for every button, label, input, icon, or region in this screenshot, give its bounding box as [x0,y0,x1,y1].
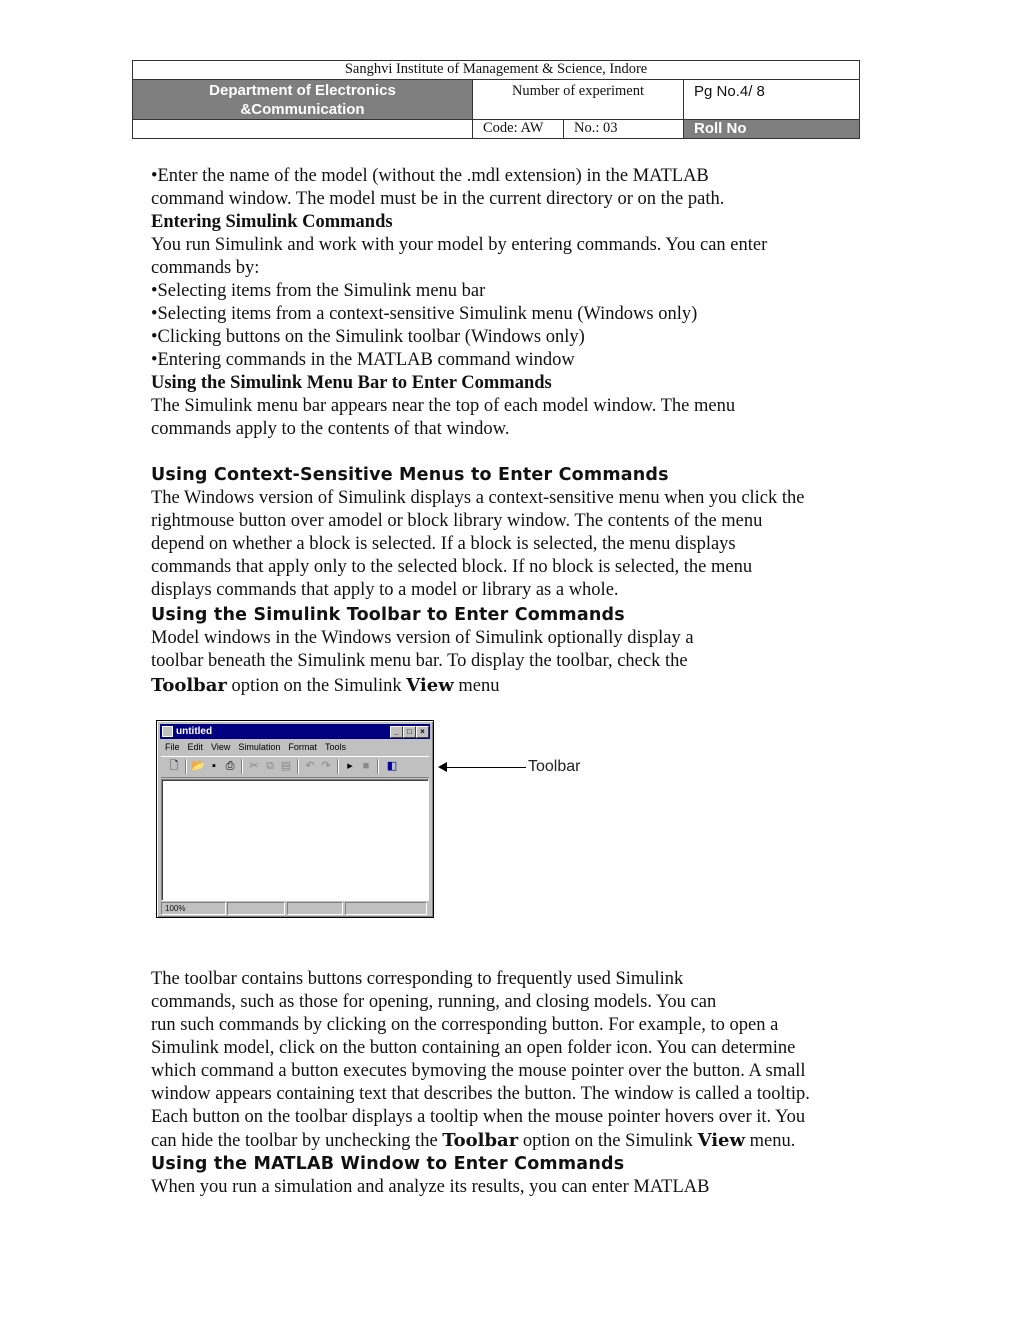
toolbar-term: Toolbar [442,1130,519,1151]
save-icon: ▪ [212,760,216,772]
simulink-window-figure [156,720,434,918]
text-fragment: menu [453,676,500,696]
text-line: Each button on the toolbar displays a tooltip when the mouse pointer hovers over it. You [151,1107,806,1127]
text-line: Simulink model, click on the button containing an open folder icon. You can determine [151,1038,796,1058]
bullet-item: •Selecting items from the Simulink menu bar [151,281,486,301]
text-line: Model windows in the Windows version of Simulink optionally display a [151,628,694,648]
menu-tools: Tools [324,742,346,752]
text-line: command window. The model must be in the current directory or on the path. [151,189,725,209]
library-browser-icon: ◧ [386,760,398,772]
text-fragment: option on the Simulink [226,676,407,696]
toolbar-separator [297,759,299,774]
view-term: View [697,1130,745,1151]
toolbar-callout-label: Toolbar [528,758,581,775]
window-toolbar [161,756,429,778]
paste-icon: ▤ [280,760,292,772]
status-pane [227,902,285,915]
bullet-item: •Selecting items from a context-sensitive Simulink menu (Windows only) [151,304,698,324]
toolbar-separator [377,759,379,774]
window-statusbar [161,902,429,914]
callout-line [440,767,526,768]
window-title: untitled [176,726,213,737]
heading-simulink-toolbar: Using the Simulink Toolbar to Enter Commands [151,605,625,625]
code-cell: Code: AW [473,120,564,139]
section-context-menus [151,464,881,602]
bullet-item: •Entering commands in the MATLAB command window [151,350,575,370]
heading-context-sensitive-menus: Using Context-Sensitive Menus to Enter Commands [151,465,669,485]
text-line: depend on whether a block is selected. If a block is selected, the menu displays [151,534,736,554]
text-line [151,673,881,699]
text-fragment: option on the Simulink [518,1131,698,1151]
department-line1: Department of Electronics [209,82,396,99]
minimize-icon: _ [390,726,403,738]
text-line: displays commands that apply to a model or library as a whole. [151,580,619,600]
heading-matlab-window: Using the MATLAB Window to Enter Commands [151,1154,625,1174]
menu-format: Format [288,742,317,752]
text-line: which command a button executes bymoving the mouse pointer over the button. A small [151,1061,806,1081]
text-line: commands that apply only to the selected block. If no block is selected, the menu [151,557,753,577]
text-fragment: can hide the toolbar by unchecking the [151,1131,443,1151]
copy-icon: ⧉ [266,760,274,772]
toolbar-separator [337,759,339,774]
text-line: toolbar beneath the Simulink menu bar. To display the toolbar, check the [151,651,688,671]
start-simulation-icon: ▸ [347,760,353,772]
bullet-item: •Clicking buttons on the Simulink toolbar (Windows only) [151,327,585,347]
menu-simulation: Simulation [238,742,281,752]
department-line2: &Communication [240,101,365,118]
close-icon: × [416,726,429,738]
page-number: Pg No.4/ 8 [684,80,860,120]
text-line: commands, such as those for opening, running, and closing models. You can [151,992,717,1012]
stop-simulation-icon: ■ [362,760,370,772]
menu-edit: Edit [187,742,204,752]
maximize-icon: □ [403,726,416,738]
new-model-icon: 🗋 [169,760,179,772]
roll-no-cell: Roll No [684,120,860,139]
status-pane [345,902,427,915]
section-toolbar-description [151,968,881,1199]
redo-icon: ↷ [321,760,331,772]
text-line: The toolbar contains buttons corresponding to frequently used Simulink [151,969,684,989]
view-term: View [406,675,454,696]
institute-name: Sanghvi Institute of Management & Science, Indore [133,61,860,80]
text-line: rightmouse button over amodel or block library window. The contents of the menu [151,511,763,531]
text-line: •Enter the name of the model (without the .mdl extension) in the MATLAB [151,166,709,186]
empty-cell [133,120,473,139]
undo-icon: ↶ [305,760,315,772]
header-table [132,60,860,139]
text-line: commands by: [151,258,260,278]
cut-icon: ✂ [249,760,259,772]
number-of-experiment: Number of experiment [473,80,684,120]
section-entering-commands [151,165,881,441]
heading-entering-simulink-commands: Entering Simulink Commands [151,212,393,232]
window-titlebar [160,724,430,739]
text-line: commands apply to the contents of that window. [151,419,510,439]
print-icon: ⎙ [225,760,235,772]
toolbar-term: Toolbar [151,675,227,696]
open-folder-icon: 📂 [191,760,205,772]
menu-file: File [165,742,180,752]
model-canvas [161,779,429,901]
toolbar-separator [185,759,187,774]
menu-view: View [211,742,231,752]
text-line: The Simulink menu bar appears near the top of each model window. The menu [151,396,736,416]
status-pane [287,902,343,915]
window-menubar [161,741,429,754]
text-line: window appears containing text that describes the button. The window is called a tooltip. [151,1084,810,1104]
text-line: When you run a simulation and analyze its results, you can enter MATLAB [151,1177,710,1197]
section-toolbar [151,604,881,699]
text-line: The Windows version of Simulink displays a context-sensitive menu when you click the [151,488,805,508]
department-cell [133,80,473,120]
simulink-window-icon [162,726,173,737]
toolbar-separator [241,759,243,774]
text-line: run such commands by clicking on the corresponding button. For example, to open a [151,1015,779,1035]
experiment-no-cell: No.: 03 [564,120,684,139]
heading-menu-bar: Using the Simulink Menu Bar to Enter Commands [151,373,552,393]
text-line: You run Simulink and work with your model by entering commands. You can enter [151,235,768,255]
status-zoom: 100% [161,902,226,915]
text-line [151,1129,881,1153]
text-fragment: menu. [745,1131,796,1151]
